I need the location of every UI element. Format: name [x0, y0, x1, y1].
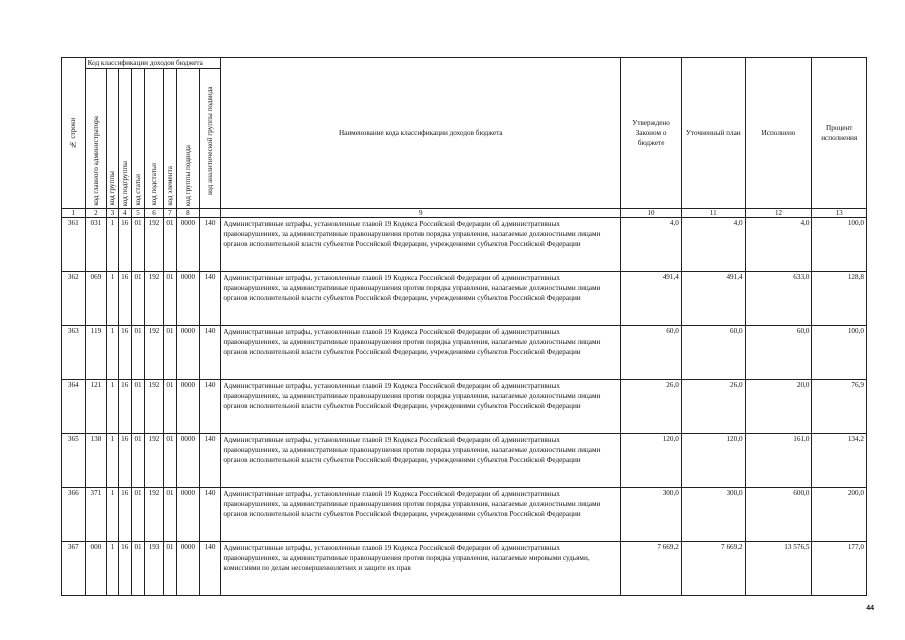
code-article: 01	[131, 326, 144, 380]
code-group: 1	[107, 272, 118, 326]
table-row	[62, 488, 867, 542]
approved-amount: 491,4	[621, 272, 682, 326]
header-refined-plan: Уточненный план	[681, 58, 745, 209]
header-classification-code-group: Код классификации доходов бюджета	[85, 58, 221, 69]
header-code-admin: код главного администратора	[85, 69, 107, 209]
header-code-subgroup: код подгруппы	[118, 69, 131, 209]
code-analytic-group: 140	[199, 326, 221, 380]
code-analytic-group: 140	[199, 218, 221, 272]
code-admin: 031	[85, 218, 107, 272]
table-row	[62, 326, 867, 380]
approved-amount: 4,0	[621, 218, 682, 272]
executed-amount: 4,0	[745, 218, 812, 272]
code-subtype-group: 0000	[177, 542, 200, 596]
table-row	[62, 380, 867, 434]
code-subtype-group: 0000	[177, 380, 200, 434]
code-subtype-group: 0000	[177, 218, 200, 272]
execution-percent: 134,2	[812, 434, 867, 488]
code-admin: 121	[85, 380, 107, 434]
column-number: 3	[107, 209, 118, 218]
execution-percent: 177,0	[812, 542, 867, 596]
refined-plan-amount: 300,0	[681, 488, 745, 542]
column-number: 4	[118, 209, 131, 218]
code-admin: 371	[85, 488, 107, 542]
code-element: 01	[163, 326, 176, 380]
executed-amount: 161,0	[745, 434, 812, 488]
code-subgroup: 16	[118, 218, 131, 272]
approved-amount: 300,0	[621, 488, 682, 542]
code-subgroup: 16	[118, 326, 131, 380]
header-code-analytic-group: код аналитической группы подвида	[199, 69, 221, 209]
code-subarticle: 192	[145, 218, 164, 272]
row-number: 365	[62, 434, 86, 488]
row-number: 366	[62, 488, 86, 542]
code-subarticle: 192	[145, 488, 164, 542]
code-subarticle: 192	[145, 380, 164, 434]
code-subtype-group: 0000	[177, 434, 200, 488]
code-subarticle: 192	[145, 434, 164, 488]
column-number: 8	[177, 209, 200, 218]
budget-revenue-table	[61, 57, 867, 596]
header-name: Наименование кода классификации доходов бюджета	[221, 58, 621, 209]
code-article: 01	[131, 488, 144, 542]
code-subgroup: 16	[118, 272, 131, 326]
code-admin: 069	[85, 272, 107, 326]
approved-amount: 7 669,2	[621, 542, 682, 596]
revenue-name: Административные штрафы, установленные главой 19 Кодекса Российской Федерации об административных правонарушениях, за административные правонарушения против порядка управления, налагаемые мировыми судьями, комиссиями по делам несовершеннолетних и защите их прав	[221, 542, 621, 596]
row-number: 362	[62, 272, 86, 326]
header-code-group: код группы	[107, 69, 118, 209]
header-executed: Исполнено	[745, 58, 812, 209]
code-element: 01	[163, 272, 176, 326]
revenue-name: Административные штрафы, установленные главой 19 Кодекса Российской Федерации об административных правонарушениях, за административные правонарушения против порядка управления, налагаемые должностными лицами органов исполнительной власти субъектов Российской Федерации, учреждениями субъектов Российской Федерации	[221, 488, 621, 542]
code-group: 1	[107, 380, 118, 434]
column-number: 10	[621, 209, 682, 218]
column-number: 7	[163, 209, 176, 218]
revenue-name: Административные штрафы, установленные главой 19 Кодекса Российской Федерации об административных правонарушениях, за административные правонарушения против порядка управления, налагаемые должностными лицами органов исполнительной власти субъектов Российской Федерации, учреждениями субъектов Российской Федерации	[221, 218, 621, 272]
execution-percent: 100,0	[812, 218, 867, 272]
refined-plan-amount: 491,4	[681, 272, 745, 326]
executed-amount: 60,0	[745, 326, 812, 380]
code-element: 01	[163, 488, 176, 542]
header-code-subarticle: код подстатьи	[145, 69, 164, 209]
executed-amount: 600,0	[745, 488, 812, 542]
execution-percent: 200,0	[812, 488, 867, 542]
revenue-name: Административные штрафы, установленные главой 19 Кодекса Российской Федерации об административных правонарушениях, за административные правонарушения против порядка управления, налагаемые должностными лицами органов исполнительной власти субъектов Российской Федерации, учреждениями субъектов Российской Федерации	[221, 326, 621, 380]
refined-plan-amount: 7 669,2	[681, 542, 745, 596]
executed-amount: 633,0	[745, 272, 812, 326]
column-number: 6	[145, 209, 164, 218]
column-number: 5	[131, 209, 144, 218]
code-element: 01	[163, 434, 176, 488]
executed-amount: 20,0	[745, 380, 812, 434]
code-group: 1	[107, 488, 118, 542]
refined-plan-amount: 120,0	[681, 434, 745, 488]
column-number	[199, 209, 221, 218]
code-admin: 138	[85, 434, 107, 488]
refined-plan-amount: 4,0	[681, 218, 745, 272]
code-analytic-group: 140	[199, 542, 221, 596]
code-subarticle: 193	[145, 542, 164, 596]
execution-percent: 128,8	[812, 272, 867, 326]
code-subarticle: 192	[145, 326, 164, 380]
code-subarticle: 192	[145, 272, 164, 326]
column-number: 2	[85, 209, 107, 218]
code-analytic-group: 140	[199, 272, 221, 326]
code-subtype-group: 0000	[177, 272, 200, 326]
code-group: 1	[107, 326, 118, 380]
code-analytic-group: 140	[199, 488, 221, 542]
table-row	[62, 542, 867, 596]
executed-amount: 13 576,5	[745, 542, 812, 596]
header-code-subtype-group: код группы подвида	[177, 69, 200, 209]
code-group: 1	[107, 542, 118, 596]
header-code-article: код статьи	[131, 69, 144, 209]
table-row	[62, 272, 867, 326]
code-element: 01	[163, 542, 176, 596]
row-number: 364	[62, 380, 86, 434]
code-article: 01	[131, 542, 144, 596]
execution-percent: 76,9	[812, 380, 867, 434]
row-number: 363	[62, 326, 86, 380]
revenue-name: Административные штрафы, установленные главой 19 Кодекса Российской Федерации об административных правонарушениях, за административные правонарушения против порядка управления, налагаемые должностными лицами органов исполнительной власти субъектов Российской Федерации, учреждениями субъектов Российской Федерации	[221, 272, 621, 326]
column-number: 12	[745, 209, 812, 218]
code-element: 01	[163, 218, 176, 272]
header-code-element: код элемента	[163, 69, 176, 209]
code-article: 01	[131, 218, 144, 272]
execution-percent: 100,0	[812, 326, 867, 380]
approved-amount: 120,0	[621, 434, 682, 488]
page-number: 44	[866, 605, 874, 612]
table-row	[62, 434, 867, 488]
revenue-name: Административные штрафы, установленные главой 19 Кодекса Российской Федерации об административных правонарушениях, за административные правонарушения против порядка управления, налагаемые должностными лицами органов исполнительной власти субъектов Российской Федерации, учреждениями субъектов Российской Федерации	[221, 434, 621, 488]
code-subgroup: 16	[118, 380, 131, 434]
code-subtype-group: 0000	[177, 488, 200, 542]
code-element: 01	[163, 380, 176, 434]
column-number: 13	[812, 209, 867, 218]
code-article: 01	[131, 434, 144, 488]
column-number: 9	[221, 209, 621, 218]
column-number: 11	[681, 209, 745, 218]
header-percent: Процент исполнения	[812, 58, 867, 209]
approved-amount: 60,0	[621, 326, 682, 380]
code-subtype-group: 0000	[177, 326, 200, 380]
code-analytic-group: 140	[199, 380, 221, 434]
code-subgroup: 16	[118, 488, 131, 542]
revenue-name: Административные штрафы, установленные главой 19 Кодекса Российской Федерации об административных правонарушениях, за административные правонарушения против порядка управления, налагаемые должностными лицами органов исполнительной власти субъектов Российской Федерации, учреждениями субъектов Российской Федерации	[221, 380, 621, 434]
code-article: 01	[131, 380, 144, 434]
code-group: 1	[107, 434, 118, 488]
code-group: 1	[107, 218, 118, 272]
code-admin: 000	[85, 542, 107, 596]
code-subgroup: 16	[118, 542, 131, 596]
refined-plan-amount: 60,0	[681, 326, 745, 380]
code-admin: 119	[85, 326, 107, 380]
row-number: 367	[62, 542, 86, 596]
header-approved: Утверждено Законом о бюджете	[621, 58, 682, 209]
column-number: 1	[62, 209, 86, 218]
code-subgroup: 16	[118, 434, 131, 488]
code-article: 01	[131, 272, 144, 326]
table-row	[62, 218, 867, 272]
column-number-row	[62, 209, 867, 218]
header-row-no: № строки	[62, 58, 86, 209]
code-analytic-group: 140	[199, 434, 221, 488]
approved-amount: 26,0	[621, 380, 682, 434]
refined-plan-amount: 26,0	[681, 380, 745, 434]
row-number: 361	[62, 218, 86, 272]
